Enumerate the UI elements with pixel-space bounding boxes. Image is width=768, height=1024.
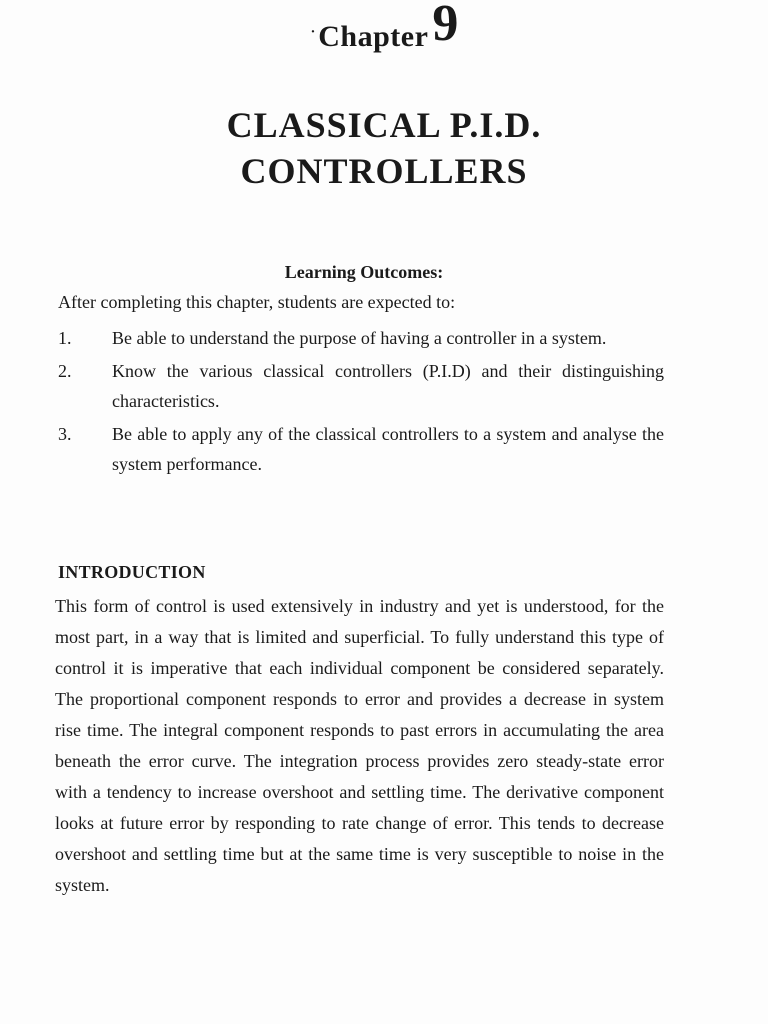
learning-outcomes-list <box>58 323 664 482</box>
list-item-number: 1. <box>58 328 72 348</box>
chapter-title-line-2: CONTROLLERS <box>240 151 528 191</box>
chapter-title-line-1: CLASSICAL P.I.D. <box>226 105 542 145</box>
list-item-text: Be able to understand the purpose of having a controller in a system. <box>112 328 607 348</box>
chapter-word: Chapter <box>318 20 429 53</box>
learning-outcomes-intro: After completing this chapter, students are expected to: <box>58 292 456 312</box>
list-item-number: 2. <box>58 361 72 381</box>
list-item-text: Know the various classical controllers (P.I.D) and their distinguishing characteristics. <box>112 361 664 411</box>
introduction-paragraph: This form of control is used extensively in industry and yet is understood, for the most part, in a way that is limited and superficial. To fully understand this type of control it is imperative that each individual component be considered separately. The proportional component responds to error and provides a decrease in system rise time. The integral component responds to past errors in accumulating the area beneath the error curve. The integration process provides zero steady-state error with a tendency to increase overshoot and settling time. The derivative component looks at future error by responding to rate change of error. This tends to decrease overshoot and settling time but at the same time is very susceptible to noise in the system. <box>55 596 664 895</box>
learning-outcomes-heading: Learning Outcomes: <box>284 262 444 282</box>
chapter-heading <box>0 0 768 53</box>
list-item-text: Be able to apply any of the classical controllers to a system and analyse the system performance. <box>112 424 664 474</box>
chapter-number: 9 <box>432 0 459 52</box>
list-item <box>58 419 664 479</box>
list-item <box>58 323 664 353</box>
chapter-title <box>0 102 768 194</box>
list-item <box>58 356 664 416</box>
chapter-prefix: · <box>309 21 317 43</box>
list-item-number: 3. <box>58 424 72 444</box>
introduction-heading: INTRODUCTION <box>58 562 206 582</box>
